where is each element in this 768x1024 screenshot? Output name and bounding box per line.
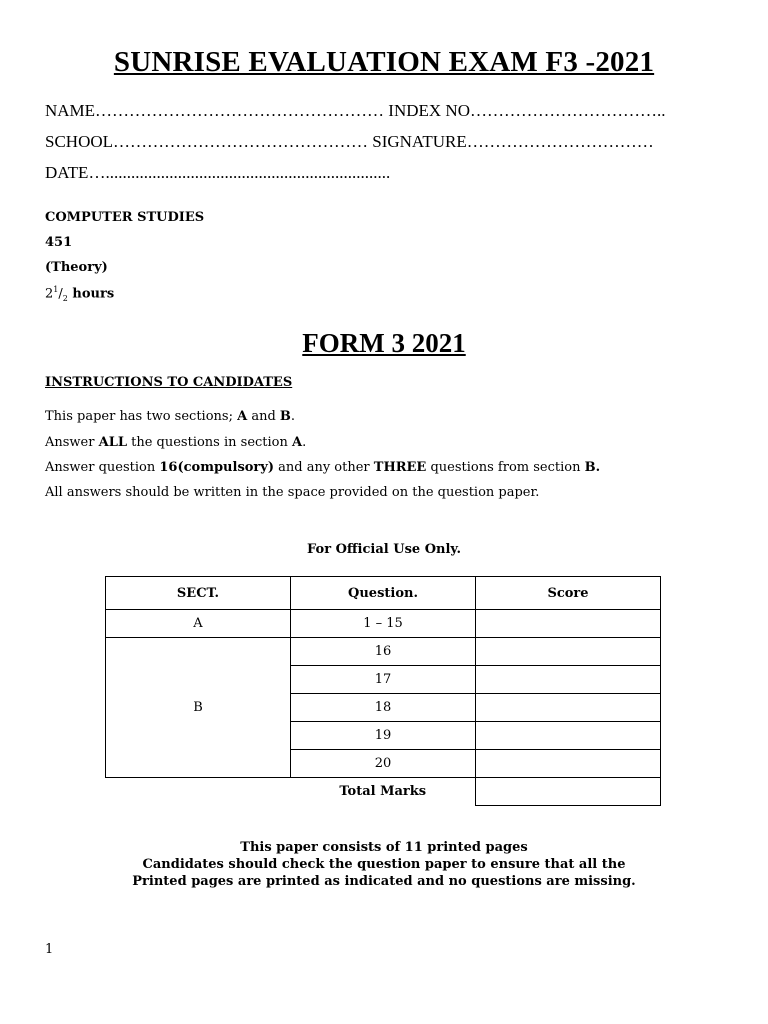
score-cell[interactable] — [476, 722, 661, 750]
duration-unit: hours — [72, 286, 115, 302]
instruction-line-1: This paper has two sections; A and B. — [45, 409, 296, 424]
table-row — [106, 610, 661, 638]
question-cell: 17 — [291, 666, 476, 694]
total-score-cell[interactable] — [476, 778, 661, 806]
score-cell[interactable] — [476, 666, 661, 694]
score-cell[interactable] — [476, 610, 661, 638]
section-a-questions: 1 – 15 — [291, 610, 476, 638]
instruction-line-4: All answers should be written in the space provided on the question paper. — [45, 485, 540, 500]
blank-cell — [106, 778, 291, 806]
question-cell: 16 — [291, 638, 476, 666]
table-header-row — [106, 577, 661, 610]
total-row — [106, 778, 661, 806]
page-number: 1 — [45, 942, 54, 957]
paper-type: (Theory) — [45, 260, 108, 275]
footer-line-1: This paper consists of 11 printed pages — [240, 840, 528, 855]
footer-notes — [0, 839, 768, 890]
total-marks-label: Total Marks — [339, 784, 427, 800]
score-cell[interactable] — [476, 750, 661, 778]
question-cell: 19 — [291, 722, 476, 750]
subject-name: COMPUTER STUDIES — [45, 210, 205, 225]
question-cell: 20 — [291, 750, 476, 778]
section-a-cell: A — [106, 610, 291, 638]
question-cell: 18 — [291, 694, 476, 722]
school-signature-field[interactable]: SCHOOL……………………………………… SIGNATURE…………………………… — [45, 132, 654, 151]
header-section: SECT. — [106, 577, 291, 610]
score-cell[interactable] — [476, 694, 661, 722]
exam-title: SUNRISE EVALUATION EXAM F3 -2021 — [113, 46, 655, 78]
footer-line-2: Candidates should check the question paper to ensure that all the — [142, 857, 626, 872]
instruction-line-3: Answer question 16(compulsory) and any other THREE questions from section B. — [45, 460, 601, 475]
footer-line-3: Printed pages are printed as indicated and no questions are missing. — [132, 874, 636, 889]
header-score: Score — [476, 577, 661, 610]
instructions-heading: INSTRUCTIONS TO CANDIDATES — [45, 375, 293, 390]
header-question: Question. — [291, 577, 476, 610]
duration-numerator: 1 — [53, 285, 59, 294]
section-b-cell: B — [106, 638, 291, 778]
subject-code: 451 — [45, 235, 73, 250]
official-score-table — [105, 576, 661, 806]
official-use-caption: For Official Use Only. — [307, 542, 461, 557]
form-title: FORM 3 2021 — [302, 328, 466, 358]
duration-denominator: 2 — [62, 293, 68, 303]
duration: $2^1/_2$ hours — [45, 285, 115, 303]
name-index-field[interactable]: NAME…………………………………………… INDEX NO…………………………….. — [45, 101, 666, 120]
duration-whole: 2 — [45, 286, 54, 302]
score-cell[interactable] — [476, 638, 661, 666]
table-row — [106, 638, 661, 666]
date-field[interactable]: DATE…................................................................... — [45, 163, 391, 182]
instruction-line-2: Answer ALL the questions in section A. — [45, 435, 307, 450]
